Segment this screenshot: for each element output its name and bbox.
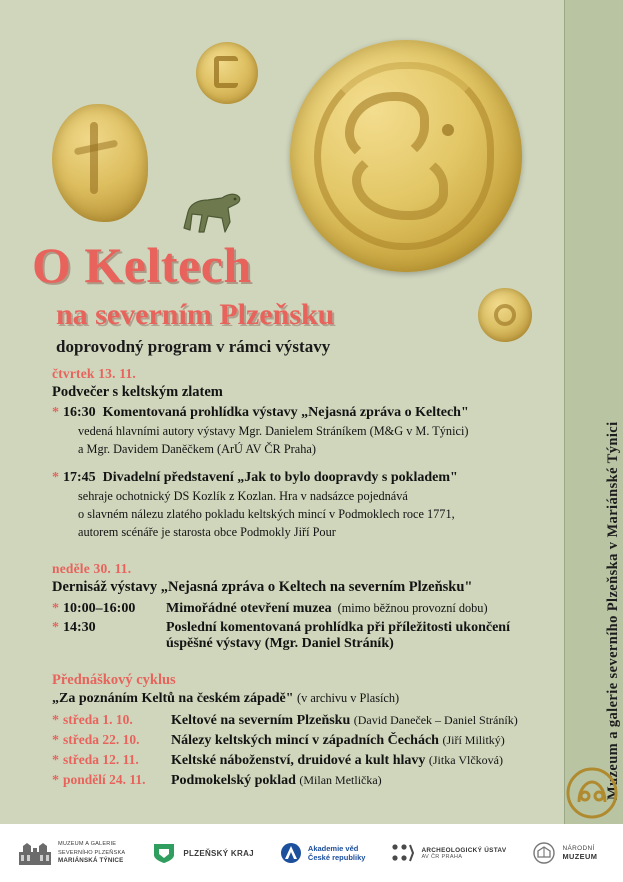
academy-of-sciences-icon bbox=[280, 842, 302, 864]
day1-item-2-detail-line-3: autorem scénáře je starosta obce Podmokly Jiří Pour bbox=[78, 524, 336, 539]
logo-nm-line1: NÁRODNÍ bbox=[562, 845, 595, 852]
lecture-2-title-wrap bbox=[171, 733, 505, 749]
lecture-2-author: (Jiří Militký) bbox=[442, 732, 505, 747]
bronze-horse-figurine-icon bbox=[178, 188, 252, 236]
logo-akademie-line2: České republiky bbox=[307, 853, 366, 862]
logo-arup-line2: AV ČR PRAHA bbox=[421, 853, 463, 860]
plzen-region-emblem-icon bbox=[151, 842, 177, 864]
poster-note: doprovodný program v rámci výstavy bbox=[56, 337, 331, 356]
gold-ingot-icon bbox=[52, 104, 148, 222]
logo-arup-line1: ARCHEOLOGICKÝ ÚSTAV bbox=[421, 846, 507, 854]
lecture-4-title-wrap bbox=[171, 773, 382, 789]
lecture-1-date: středa 1. 10. bbox=[63, 711, 133, 727]
lecture-row-3 bbox=[52, 752, 542, 769]
day1-item-2 bbox=[52, 470, 542, 486]
logo-muzeum-line1: MUZEUM A GALERIE bbox=[58, 841, 117, 848]
lecture-4-title: Podmokelský poklad bbox=[171, 772, 296, 788]
bullet-star-icon: * bbox=[52, 772, 59, 788]
lecture-3-title: Keltské náboženství, druidové a kult hlavy bbox=[171, 752, 426, 768]
bullet-star-icon: * bbox=[52, 732, 59, 748]
day1-item-2-title: Divadelní představení „Jak to bylo doopravdy s pokladem" bbox=[102, 469, 458, 485]
day1-item-1-time: 16:30 bbox=[63, 405, 96, 420]
logo-arup-text bbox=[421, 847, 506, 860]
gold-coin-large-icon bbox=[290, 40, 522, 272]
logo-akademie-line1: Akademie věd bbox=[307, 844, 359, 853]
day1-item-1-detail-line-2: a Mgr. Davidem Daněčkem (ArÚ AV ČR Praha) bbox=[78, 441, 316, 456]
day2-item-2 bbox=[52, 620, 542, 636]
arup-dots-icon bbox=[391, 842, 415, 864]
lecture-2-title: Nálezy keltských mincí v západních Čechách bbox=[171, 732, 439, 748]
cycle-subtitle: „Za poznáním Keltů na českém západě" bbox=[52, 690, 294, 706]
lecture-1-author: (David Daneček – Daniel Stráník) bbox=[353, 712, 518, 727]
lecture-row-4 bbox=[52, 772, 542, 789]
footer-logo-strip bbox=[0, 824, 623, 882]
side-banner bbox=[564, 0, 623, 824]
day1-heading: Podvečer s keltským zlatem bbox=[52, 384, 223, 400]
day1-item-2-time: 17:45 bbox=[63, 469, 96, 485]
day2-item-2-time: 14:30 bbox=[63, 619, 96, 635]
lecture-row-2 bbox=[52, 732, 542, 749]
day2-item-1-note: (mimo běžnou provozní dobu) bbox=[337, 600, 488, 615]
day2-item-1-time: 10:00–16:00 bbox=[63, 600, 136, 616]
logo-plzensky-kraj-text: PLZEŇSKÝ KRAJ bbox=[183, 848, 254, 858]
bullet-star-icon: * bbox=[52, 405, 59, 420]
lecture-1-title: Keltové na severním Plzeňsku bbox=[171, 712, 351, 728]
cycle-heading: Přednáškový cyklus bbox=[52, 671, 176, 688]
side-banner-text: Muzeum a galerie severního Plzeňska v Mariánské Týnici bbox=[605, 421, 621, 800]
logo-akademie-ved bbox=[280, 842, 366, 864]
day1-item-2-detail-line-1: sehraje ochotnický DS Kozlík z Kozlan. Hra v nadsázce pojednává bbox=[78, 488, 408, 503]
bullet-star-icon: * bbox=[52, 600, 59, 616]
logo-narodni-muzeum bbox=[532, 842, 597, 864]
celtic-ornament-icon bbox=[565, 766, 619, 820]
lecture-4-date: pondělí 24. 11. bbox=[63, 771, 146, 787]
day1-item-1-detail-line-1: vedená hlavními autory výstavy Mgr. Danielem Stráníkem (M&G v M. Týnici) bbox=[78, 424, 469, 438]
program-body bbox=[52, 366, 542, 789]
poster-subtitle: na severním Plzeňsku bbox=[56, 298, 335, 331]
day2-item-2-title-line-2: úspěšné výstavy (Mgr. Daniel Stráník) bbox=[166, 635, 394, 651]
lecture-2-date: středa 22. 10. bbox=[63, 731, 140, 747]
bullet-star-icon: * bbox=[52, 712, 59, 728]
lecture-3-date: středa 12. 11. bbox=[63, 751, 139, 767]
day1-date: čtvrtek 13. 11. bbox=[52, 366, 136, 381]
logo-muzeum-line2: SEVERNÍHO PLZEŇSKA bbox=[58, 849, 126, 856]
day1-item-1 bbox=[52, 405, 542, 421]
day2-item-1-title: Mimořádné otevření muzea bbox=[166, 600, 332, 616]
lecture-4-author: (Milan Metlička) bbox=[299, 772, 382, 787]
lecture-3-title-wrap bbox=[171, 753, 503, 769]
cycle-subtitle-wrap bbox=[52, 691, 542, 707]
logo-narodni-muzeum-text bbox=[562, 845, 597, 861]
bullet-star-icon: * bbox=[52, 619, 59, 635]
lecture-row-1 bbox=[52, 712, 542, 729]
day1-item-2-detail-line-2: o slavném nálezu zlatého pokladu keltských mincí v Podmoklech roce 1771, bbox=[78, 506, 455, 521]
cycle-subtitle-note: (v archivu v Plasích) bbox=[297, 690, 400, 705]
day1-item-1-title: Komentovaná prohlídka výstavy „Nejasná zpráva o Keltech" bbox=[102, 405, 469, 420]
gold-coin-small-top-icon bbox=[196, 42, 258, 104]
day2-item-2-line2-wrap bbox=[52, 636, 542, 652]
bullet-star-icon: * bbox=[52, 469, 59, 485]
bullet-star-icon: * bbox=[52, 752, 59, 768]
day2-item-1 bbox=[52, 600, 542, 617]
day2-heading: Dernisáž výstavy „Nejasná zpráva o Keltech na severním Plzeňsku" bbox=[52, 578, 473, 595]
logo-akademie-text bbox=[308, 844, 366, 862]
logo-plzensky-kraj bbox=[151, 842, 254, 864]
logo-archeologicky-ustav bbox=[391, 842, 506, 864]
national-museum-crest-icon bbox=[532, 842, 556, 864]
gold-coin-small-right-icon bbox=[478, 288, 532, 342]
poster-title: O Keltech bbox=[32, 237, 252, 293]
day2-date: neděle 30. 11. bbox=[52, 560, 132, 576]
logo-muzeum-text bbox=[58, 840, 125, 865]
museum-building-icon bbox=[18, 840, 52, 866]
day2-item-2-title: Poslední komentovaná prohlídka při příležitosti ukončení bbox=[166, 619, 510, 635]
logo-muzeum-line3: MARIÁNSKÁ TÝNICE bbox=[58, 856, 124, 864]
logo-muzeum-galerie bbox=[18, 840, 125, 866]
lecture-1-title-wrap bbox=[171, 713, 518, 729]
lecture-3-author: (Jitka Vlčková) bbox=[428, 752, 503, 767]
logo-nm-line2: MUZEUM bbox=[562, 852, 598, 861]
